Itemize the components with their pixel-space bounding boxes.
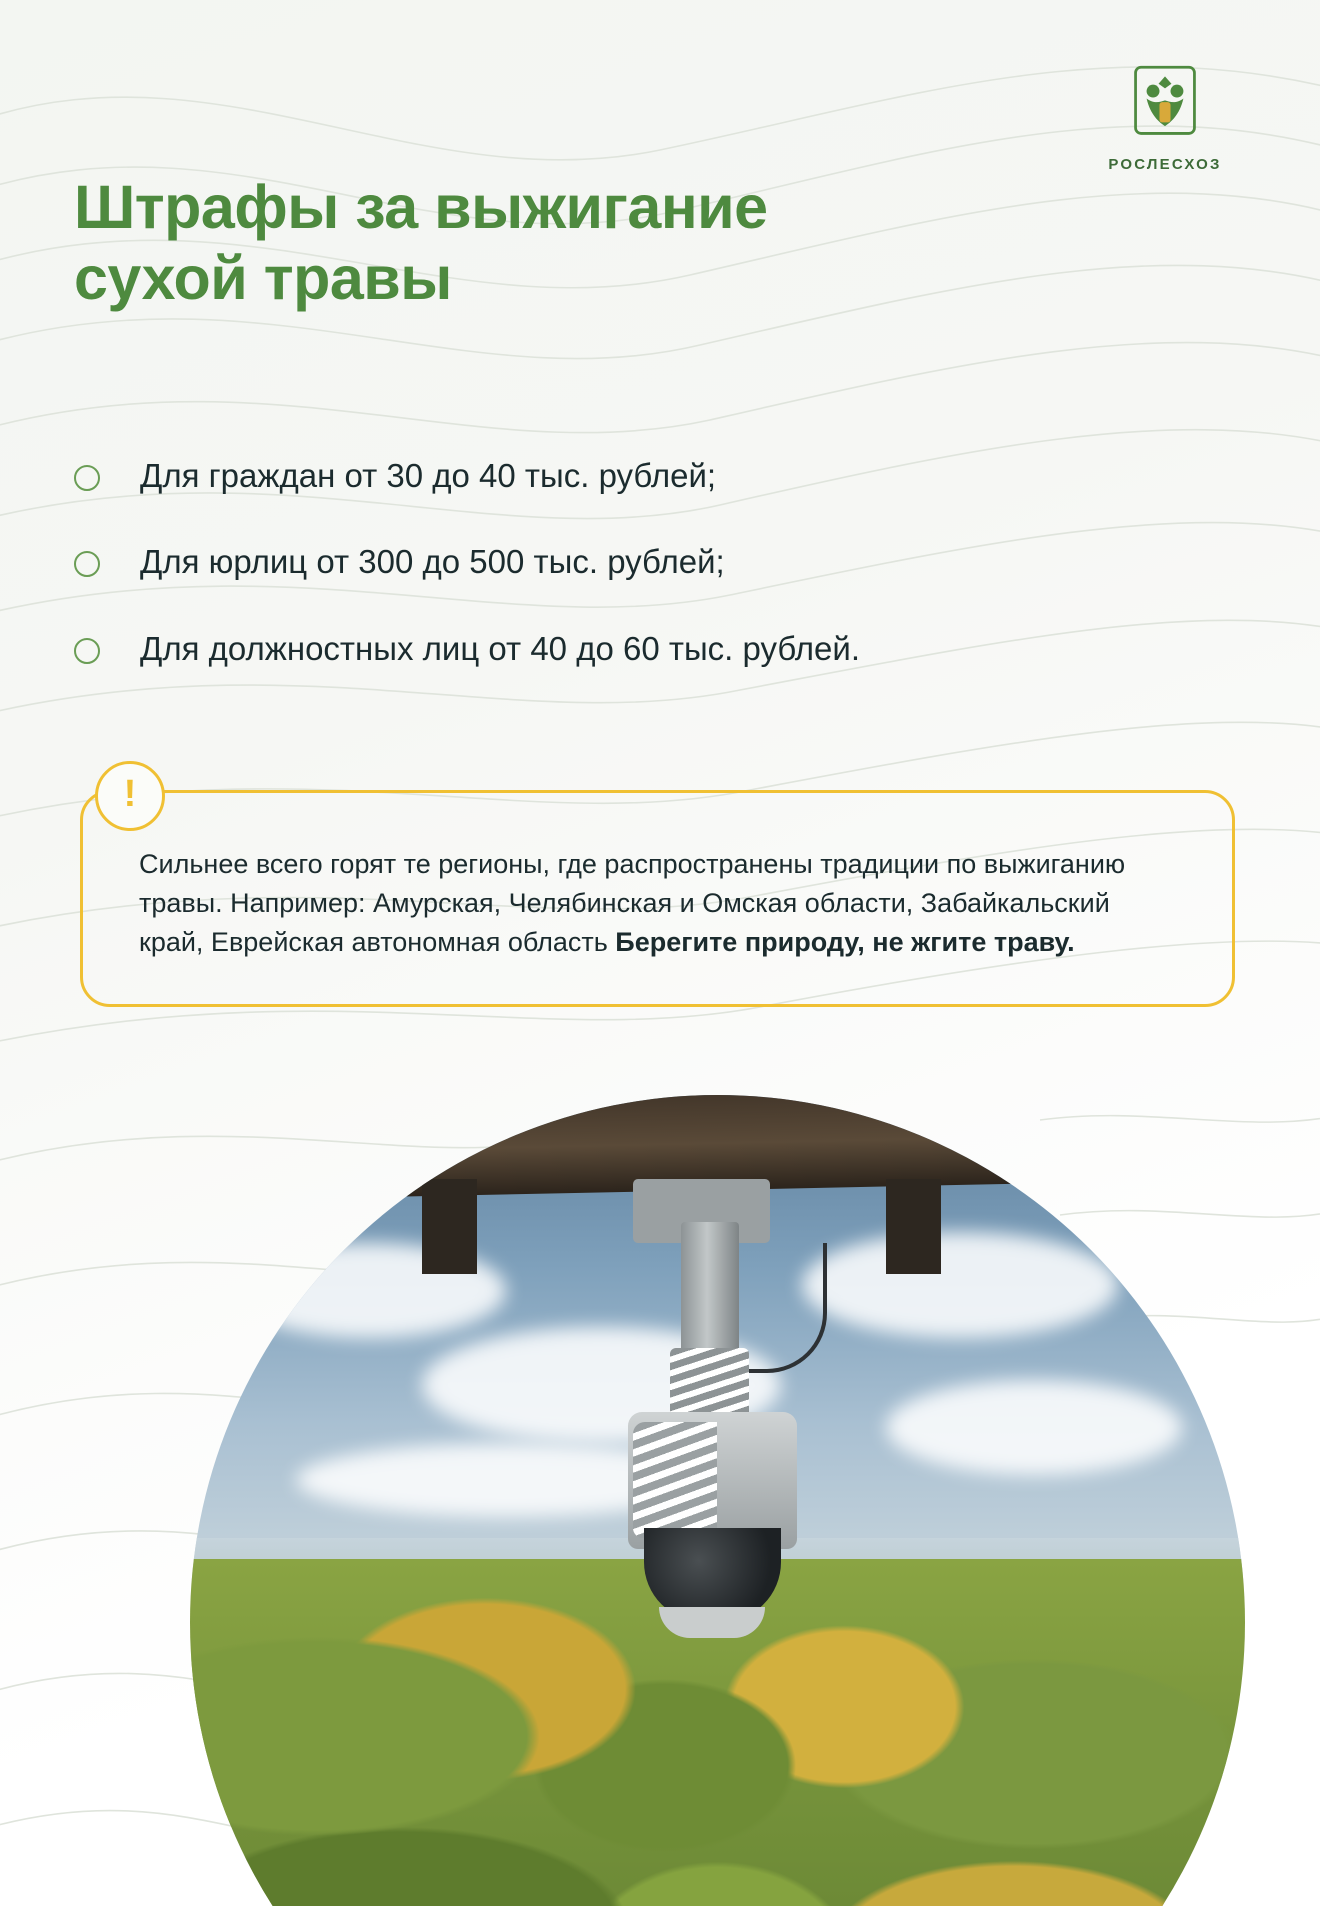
list-item <box>74 628 1204 669</box>
tower-support <box>886 1179 941 1274</box>
cloud <box>886 1380 1181 1475</box>
camera-body-stripes <box>633 1422 717 1538</box>
list-item-label: Для граждан от 30 до 40 тыс. рублей; <box>140 457 717 494</box>
list-item <box>74 455 1204 496</box>
warning-callout-text <box>139 845 1176 962</box>
logo-block <box>1070 58 1260 173</box>
camera-ring <box>659 1607 765 1639</box>
photo-surveillance-camera <box>190 1095 1245 1906</box>
circle-bullet-icon <box>74 638 100 664</box>
russian-coat-of-arms-icon <box>1119 58 1211 150</box>
page-title <box>74 172 974 314</box>
cloud <box>802 1232 1119 1338</box>
warning-callout-body: Сильнее всего горят те регионы, где распространены традиции по выжиганию травы. Например: Амурская, Челябинская и Омская области, Забайкальский край, Еврейская автономная область <box>139 849 1126 958</box>
camera-arm <box>681 1222 739 1359</box>
logo-caption: РОСЛЕСХОЗ <box>1108 156 1222 173</box>
photo-content <box>190 1095 1245 1906</box>
list-item-label: Для должностных лиц от 40 до 60 тыс. рублей. <box>140 629 861 667</box>
page-title-line1: Штрафы за выжигание <box>74 173 768 241</box>
tower-support <box>422 1179 477 1274</box>
circle-bullet-icon <box>74 551 100 577</box>
warning-callout-highlight: Берегите природу, не жгите траву. <box>615 927 1075 958</box>
fines-list <box>74 455 1204 714</box>
page-title-line2: сухой травы <box>74 243 452 312</box>
list-item-label: Для юрлиц от 300 до 500 тыс. рублей; <box>140 543 725 581</box>
warning-callout <box>80 773 1235 1007</box>
exclamation-icon: ! <box>95 761 165 831</box>
list-item <box>74 541 1204 582</box>
circle-bullet-icon <box>74 465 100 491</box>
